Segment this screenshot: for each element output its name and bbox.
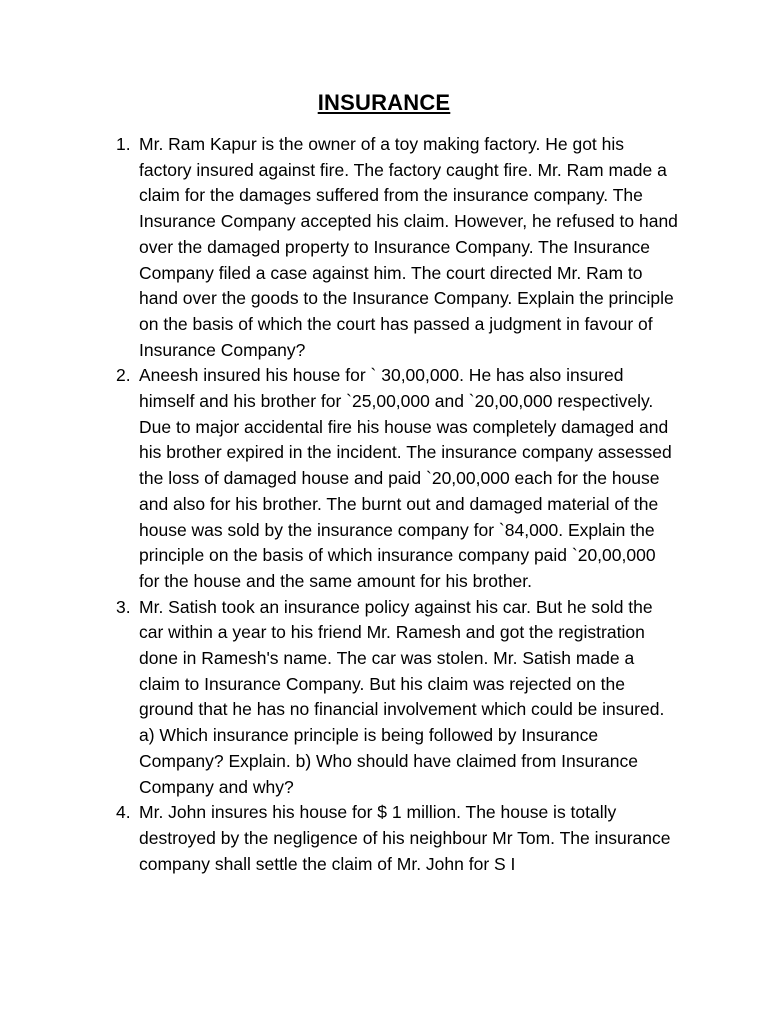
question-item-4 [116,800,679,877]
question-number: 4. [116,802,131,823]
question-item-2 [116,363,679,594]
question-item-3 [116,595,679,801]
question-text: Mr. Satish took an insurance policy against his car. But he sold the car within a year to his friend Mr. Ramesh and got the registration done in Ramesh's name. The car was stolen. Mr. Satish made a claim to Insurance Company. But his claim was rejected on the ground that he has no financial involvement which could be insured. a) Which insurance principle is being followed by Insurance Company? Explain. b) Who should have claimed from Insurance Company and why? [139,596,665,797]
question-number: 1. [116,134,131,154]
question-text: Aneesh insured his house for ` 30,00,000. He has also insured himself and his brother for `25,00,000 and `20,00,000 respectively. Due to major accidental fire his house was completely damaged and his brother expired in the incident. The insurance company assessed the loss of damaged house and paid `20,00,000 each for the house and also for his brother. The burnt out and damaged material of the house was sold by the insurance company for `84,000. Explain the principle on the basis of which insurance company paid `20,00,000 for the house and the same amount for his brother. [139,365,672,591]
question-list [116,132,679,877]
question-text: Mr. Ram Kapur is the owner of a toy making factory. He got his factory insured against fire. The factory caught fire. Mr. Ram made a claim for the damages suffered from the insurance company. The Insurance Company accepted his claim. However, he refused to hand over the damaged property to Insurance Company. The Insurance Company filed a case against him. The court directed Mr. Ram to hand over the goods to the Insurance Company. Explain the principle on the basis of which the court has passed a judgment in favour of Insurance Company? [139,134,678,360]
question-text: Mr. John insures his house for $ 1 million. The house is totally destroyed by the negligence of his neighbour Mr Tom. The insurance company shall settle the claim of Mr. John for S I [139,802,671,874]
question-number: 3. [116,596,131,617]
question-item-1 [116,132,679,363]
page-title: INSURANCE [317,90,451,115]
question-number: 2. [116,365,131,386]
